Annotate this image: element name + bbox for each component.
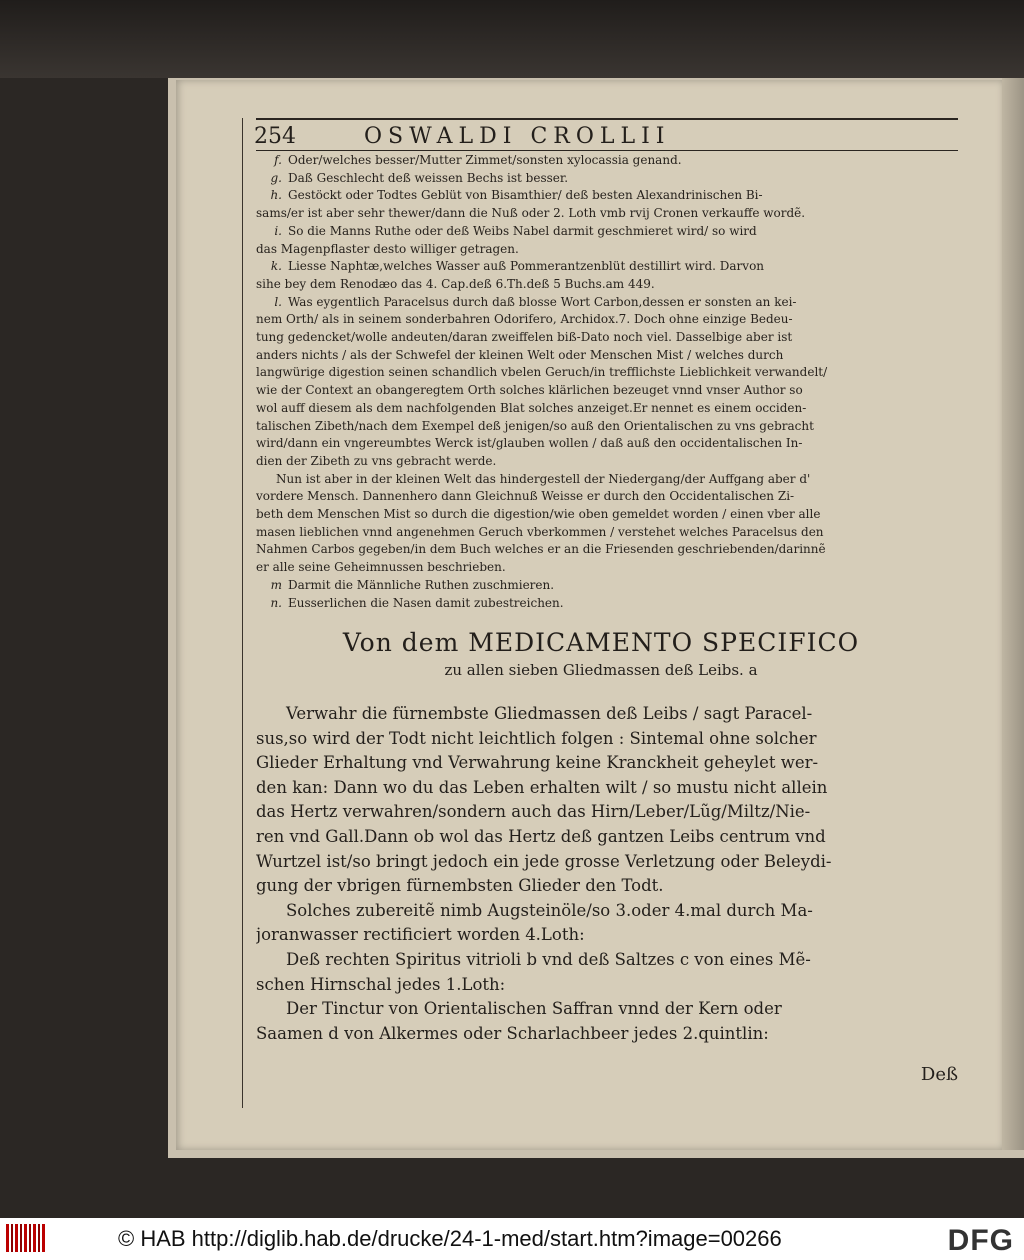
note-line [256,329,946,347]
note-text: nem Orth/ als in seinem sonderbahren Odorifero, Archidox.7. Doch ohne einzige Bedeu- [256,312,793,327]
text-line: ren vnd Gall.Dann ob wol das Hertz deß gantzen Leibs centrum vnd [256,826,826,846]
note-marker: h. [270,188,282,203]
main-text [256,702,946,1046]
note-line [256,152,946,170]
note-marker: k. [270,259,282,274]
text-line: Glieder Erhaltung vnd Verwahrung keine Kranckheit geheylet wer- [256,753,819,773]
note-marker: i. [274,223,282,238]
note-text: Eusserlichen die Nasen damit zubestreichen. [288,595,564,610]
barcode-icon [6,1224,46,1252]
note-text: er alle seine Geheimnussen beschrieben. [256,560,506,575]
note-text: tung gedencket/wolle andeuten/daran zweiffelen biß-Dato noch viel. Dasselbige aber ist [256,330,793,345]
note-text: Darmit die Männliche Ruthen zuschmieren. [288,577,555,592]
note-line [256,400,946,418]
note-text: sams/er ist aber sehr thewer/dann die Nuß oder 2. Loth vmb rvij Cronen verkauffe wordẽ. [256,206,806,221]
note-text: das Magenpflaster desto williger getragen. [256,241,519,256]
note-text: Oder/welches besser/Mutter Zimmet/sonsten xylocassia genand. [288,153,682,167]
scan-background [0,0,1024,78]
note-marker: n. [270,595,282,610]
note-line [256,364,946,382]
note-text: vordere Mensch. Dannenhero dann Gleichnuß Weisse er durch den Occidentalischen Zi- [256,489,795,504]
note-line [256,595,946,613]
note-text: wie der Context an obangeregtem Orth solches klärlichen bezeuget vnnd vnser Author so [256,383,803,398]
note-line [256,258,946,276]
footer-credit-link[interactable]: © HAB http://diglib.hab.de/drucke/24-1-med/start.htm?image=00266 [118,1226,782,1251]
note-line [256,471,946,489]
catchword: Deß [920,1064,958,1085]
note-marker: g. [270,170,282,185]
section-title-line1: Von dem MEDICAMENTO SPECIFICO [342,628,860,657]
note-text: dien der Zibeth zu vns gebracht werde. [256,453,497,468]
note-text: langwürige digestion seinen schandlich vbelen Geruch/in trefflichste Lieblichkeit verwandelt/ [256,365,828,380]
note-text: Daß Geschlecht deß weissen Bechs ist besser. [288,170,569,185]
dfg-logo: DFG [947,1224,1014,1257]
book-page [176,80,1002,1150]
text-line: Verwahr die fürnembste Gliedmassen deß Leibs / sagt Paracel- [286,704,813,723]
note-text: Gestöckt oder Todtes Geblüt von Bisamthier/ deß besten Alexandrinischen Bi- [288,188,763,203]
note-line [256,541,946,559]
note-marker: m [270,577,282,592]
note-line [256,577,946,595]
note-line [256,435,946,453]
text-line: joranwasser rectificiert worden 4.Loth: [256,925,585,945]
text-line: den kan: Dann wo du das Leben erhalten wilt / so mustu nicht allein [256,777,828,797]
page-number: 254 [254,124,296,149]
note-line [256,276,946,294]
note-text: masen lieblichen vnnd angenehmen Geruch vberkommen / verstehet welches Paracelsus den [256,524,824,539]
note-text: So die Manns Ruthe oder deß Weibs Nabel darmit geschmieret wird/ so wird [288,223,757,238]
note-text: Nahmen Carbos gegeben/in dem Buch welches er an die Friesenden geschriebenden/darinnẽ [256,542,826,557]
note-text: wol auff diesem als dem nachfolgenden Blat solches anzeiget.Er nennet es einem occiden- [256,400,807,415]
note-line [256,559,946,577]
footer-bar [0,1218,1024,1260]
text-line: Wurtzel ist/so bringt jedoch ein jede grosse Verletzung oder Beleydi- [256,851,832,871]
section-title [256,628,946,679]
note-text: anders nichts / als der Schwefel der kleinen Welt oder Menschen Mist / welches durch [256,347,784,362]
text-line: das Hertz verwahren/sondern auch das Hirn/Leber/Lũg/Miltz/Nie- [256,802,811,822]
section-title-line2: zu allen sieben Gliedmassen deß Leibs. a [444,661,758,679]
note-marker: f. [274,153,282,167]
page-edge [1002,78,1024,1150]
note-line [256,347,946,365]
text-line: gung der vbrigen fürnembsten Glieder den Todt. [256,876,664,896]
text-line: schen Hirnschal jedes 1.Loth: [256,974,506,994]
note-marker: l. [274,294,282,309]
annotation-notes [256,152,946,612]
margin-rule [242,118,243,1108]
header-rule-top [256,118,958,120]
note-line [256,205,946,223]
note-line [256,223,946,241]
text-line: sus,so wird der Todt nicht leichtlich folgen : Sintemal ohne solcher [256,728,817,748]
note-line [256,453,946,471]
note-line [256,506,946,524]
note-text: sihe bey dem Renodæo das 4. Cap.deß 6.Th.deß 5 Buchs.am 449. [256,276,655,291]
note-line [256,241,946,259]
note-line [256,294,946,312]
note-line [256,311,946,329]
note-line [256,382,946,400]
note-text: talischen Zibeth/nach dem Exempel deß jenigen/so auß den Orientalischen zu vns gebracht [256,418,814,433]
note-line [256,187,946,205]
note-text: Was eygentlich Paracelsus durch daß blosse Wort Carbon,dessen er sonsten an kei- [288,294,797,309]
header-rule-bottom [256,150,958,151]
text-line: Saamen d von Alkermes oder Scharlachbeer jedes 2.quintlin: [256,1023,769,1043]
text-line: Der Tinctur von Orientalischen Saffran vnnd der Kern oder [286,999,782,1019]
note-line [256,170,946,188]
note-line [256,524,946,542]
running-head: OSWALDI CROLLII [364,124,671,149]
note-text: beth dem Menschen Mist so durch die digestion/wie oben gemeldet worden / einen vber alle [256,507,821,522]
text-line: Solches zubereitẽ nimb Augsteinöle/so 3.oder 4.mal durch Ma- [286,900,813,920]
note-line [256,418,946,436]
note-text: wird/dann ein vngereumbtes Werck ist/glauben wollen / daß auß den occidentalischen In- [256,436,803,451]
note-line [256,488,946,506]
note-text: Nun ist aber in der kleinen Welt das hindergestell der Niedergang/der Auffgang aber d' [276,471,811,486]
text-line: Deß rechten Spiritus vitrioli b vnd deß Saltzes c von eines Mẽ- [286,949,811,969]
note-text: Liesse Naphtæ,welches Wasser auß Pommerantzenblüt destillirt wird. Darvon [288,259,765,274]
